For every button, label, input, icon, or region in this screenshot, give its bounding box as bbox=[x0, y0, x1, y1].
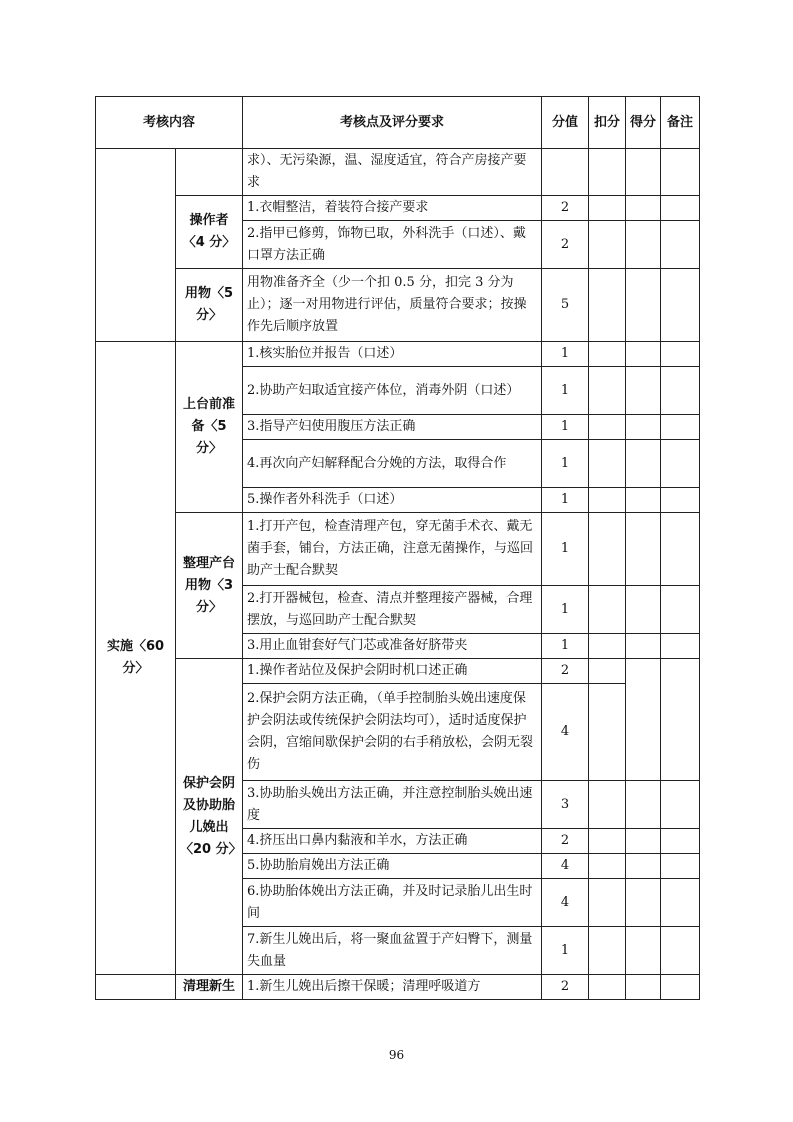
deduct-cell[interactable] bbox=[589, 684, 626, 781]
category-pre-delivery: 上台前准备〈5 分〉 bbox=[176, 342, 243, 513]
deduct-cell[interactable] bbox=[589, 367, 626, 415]
points-cell: 1 bbox=[542, 513, 589, 586]
table-row bbox=[96, 269, 700, 342]
get-cell[interactable] bbox=[626, 488, 661, 513]
points-cell: 1 bbox=[542, 415, 589, 440]
deduct-cell[interactable] bbox=[589, 829, 626, 854]
header-deduct: 扣分 bbox=[589, 97, 626, 149]
note-cell[interactable] bbox=[661, 415, 700, 440]
note-cell[interactable] bbox=[661, 975, 700, 1000]
points-cell: 2 bbox=[542, 196, 589, 221]
get-cell[interactable] bbox=[626, 659, 661, 781]
requirement-cell: 3.用止血钳套好气门芯或准备好脐带夹 bbox=[243, 634, 542, 659]
points-cell: 1 bbox=[542, 634, 589, 659]
deduct-cell[interactable] bbox=[589, 879, 626, 927]
header-note: 备注 bbox=[661, 97, 700, 149]
get-cell[interactable] bbox=[626, 440, 661, 488]
header-requirement: 考核点及评分要求 bbox=[243, 97, 542, 149]
get-cell[interactable] bbox=[626, 415, 661, 440]
table-row bbox=[96, 149, 700, 196]
requirement-cell: 求）、无污染源，温、湿度适宜，符合产房接产要求 bbox=[243, 149, 542, 196]
get-cell[interactable] bbox=[626, 975, 661, 1000]
deduct-cell[interactable] bbox=[589, 196, 626, 221]
requirement-cell: 3.协助胎头娩出方法正确，并注意控制胎头娩出速度 bbox=[243, 781, 542, 829]
note-cell[interactable] bbox=[661, 586, 700, 634]
deduct-cell[interactable] bbox=[589, 221, 626, 269]
note-cell[interactable] bbox=[661, 196, 700, 221]
note-cell[interactable] bbox=[661, 342, 700, 367]
note-cell[interactable] bbox=[661, 513, 700, 586]
note-cell[interactable] bbox=[661, 659, 700, 781]
get-cell[interactable] bbox=[626, 781, 661, 829]
section-cell-empty bbox=[96, 149, 176, 342]
note-cell[interactable] bbox=[661, 149, 700, 196]
note-cell[interactable] bbox=[661, 440, 700, 488]
note-cell[interactable] bbox=[661, 269, 700, 342]
note-cell[interactable] bbox=[661, 488, 700, 513]
requirement-cell: 2.保护会阴方法正确，（单手控制胎头娩出速度保护会阴法或传统保护会阴法均可），适时适度保护会阴，宫缩间歇保护会阴的右手稍放松，会阴无裂伤 bbox=[243, 684, 542, 781]
points-cell: 1 bbox=[542, 440, 589, 488]
points-cell: 2 bbox=[542, 829, 589, 854]
category-table-items: 整理产台用物〈3 分〉 bbox=[176, 513, 243, 659]
deduct-cell[interactable] bbox=[589, 854, 626, 879]
points-cell: 1 bbox=[542, 927, 589, 975]
table-row bbox=[96, 342, 700, 367]
header-score: 分值 bbox=[542, 97, 589, 149]
table-row bbox=[96, 659, 700, 684]
requirement-cell: 用物准备齐全（少一个扣 0.5 分，扣完 3 分为止）；逐一对用物进行评估，质量符合要求；按操作先后顺序放置 bbox=[243, 269, 542, 342]
get-cell[interactable] bbox=[626, 196, 661, 221]
requirement-cell: 2.打开器械包，检查、清点并整理接产器械，合理摆放，与巡回助产士配合默契 bbox=[243, 586, 542, 634]
get-cell[interactable] bbox=[626, 513, 661, 586]
table-row bbox=[96, 975, 700, 1000]
get-cell[interactable] bbox=[626, 367, 661, 415]
note-cell[interactable] bbox=[661, 221, 700, 269]
deduct-cell[interactable] bbox=[589, 586, 626, 634]
requirement-cell: 1.核实胎位并报告（口述） bbox=[243, 342, 542, 367]
get-cell[interactable] bbox=[626, 586, 661, 634]
deduct-cell[interactable] bbox=[589, 488, 626, 513]
requirement-cell: 2.指甲已修剪，饰物已取，外科洗手（口述）、戴口罩方法正确 bbox=[243, 221, 542, 269]
get-cell[interactable] bbox=[626, 149, 661, 196]
points-cell: 1 bbox=[542, 342, 589, 367]
header-content: 考核内容 bbox=[96, 97, 243, 149]
get-cell[interactable] bbox=[626, 927, 661, 975]
deduct-cell[interactable] bbox=[589, 149, 626, 196]
header-row bbox=[96, 97, 700, 149]
note-cell[interactable] bbox=[661, 854, 700, 879]
deduct-cell[interactable] bbox=[589, 927, 626, 975]
category-supplies: 用物〈5 分〉 bbox=[176, 269, 243, 342]
requirement-cell: 1.操作者站位及保护会阴时机口述正确 bbox=[243, 659, 542, 684]
requirement-cell: 3.指导产妇使用腹压方法正确 bbox=[243, 415, 542, 440]
points-cell: 5 bbox=[542, 269, 589, 342]
category-operator: 操作者〈4 分〉 bbox=[176, 196, 243, 269]
category-cell-empty bbox=[176, 149, 243, 196]
deduct-cell[interactable] bbox=[589, 342, 626, 367]
note-cell[interactable] bbox=[661, 367, 700, 415]
deduct-cell[interactable] bbox=[589, 269, 626, 342]
requirement-cell: 1.打开产包，检查清理产包，穿无菌手术衣、戴无菌手套，铺台，方法正确，注意无菌操作，与巡回助产士配合默契 bbox=[243, 513, 542, 586]
requirement-cell: 7.新生儿娩出后，将一聚血盆置于产妇臀下，测量失血量 bbox=[243, 927, 542, 975]
deduct-cell[interactable] bbox=[589, 975, 626, 1000]
points-cell: 1 bbox=[542, 367, 589, 415]
points-cell: 3 bbox=[542, 781, 589, 829]
deduct-cell[interactable] bbox=[589, 440, 626, 488]
points-cell: 2 bbox=[542, 221, 589, 269]
section-implementation: 实施〈60 分〉 bbox=[96, 342, 176, 975]
deduct-cell[interactable] bbox=[589, 634, 626, 659]
get-cell[interactable] bbox=[626, 829, 661, 854]
deduct-cell[interactable] bbox=[589, 513, 626, 586]
note-cell[interactable] bbox=[661, 927, 700, 975]
points-cell: 2 bbox=[542, 659, 589, 684]
requirement-cell: 1.衣帽整洁，着装符合接产要求 bbox=[243, 196, 542, 221]
header-get: 得分 bbox=[626, 97, 661, 149]
note-cell[interactable] bbox=[661, 879, 700, 927]
category-perineum: 保护会阴及协助胎儿娩出〈20 分〉 bbox=[176, 659, 243, 975]
points-cell: 1 bbox=[542, 488, 589, 513]
requirement-cell: 1.新生儿娩出后擦干保暖；清理呼吸道方 bbox=[243, 975, 542, 1000]
points-cell: 4 bbox=[542, 879, 589, 927]
scoring-table bbox=[95, 96, 700, 1000]
points-cell: 4 bbox=[542, 854, 589, 879]
requirement-cell: 2.协助产妇取适宜接产体位，消毒外阴（口述） bbox=[243, 367, 542, 415]
note-cell[interactable] bbox=[661, 781, 700, 829]
points-cell bbox=[542, 149, 589, 196]
requirement-cell: 4.再次向产妇解释配合分娩的方法，取得合作 bbox=[243, 440, 542, 488]
note-cell[interactable] bbox=[661, 829, 700, 854]
table-row bbox=[96, 196, 700, 221]
get-cell[interactable] bbox=[626, 854, 661, 879]
note-cell[interactable] bbox=[661, 634, 700, 659]
get-cell[interactable] bbox=[626, 879, 661, 927]
table-row bbox=[96, 513, 700, 586]
requirement-cell: 6.协助胎体娩出方法正确，并及时记录胎儿出生时间 bbox=[243, 879, 542, 927]
points-cell: 1 bbox=[542, 586, 589, 634]
get-cell[interactable] bbox=[626, 221, 661, 269]
category-newborn: 清理新生 bbox=[176, 975, 243, 1000]
deduct-cell[interactable] bbox=[589, 659, 626, 684]
get-cell[interactable] bbox=[626, 269, 661, 342]
deduct-cell[interactable] bbox=[589, 781, 626, 829]
requirement-cell: 5.协助胎肩娩出方法正确 bbox=[243, 854, 542, 879]
requirement-cell: 4.挤压出口鼻内黏液和羊水，方法正确 bbox=[243, 829, 542, 854]
points-cell: 2 bbox=[542, 975, 589, 1000]
section-cell-empty bbox=[96, 975, 176, 1000]
requirement-cell: 5.操作者外科洗手（口述） bbox=[243, 488, 542, 513]
get-cell[interactable] bbox=[626, 634, 661, 659]
page-number: 96 bbox=[388, 1048, 405, 1062]
get-cell[interactable] bbox=[626, 342, 661, 367]
deduct-cell[interactable] bbox=[589, 415, 626, 440]
points-cell: 4 bbox=[542, 684, 589, 781]
